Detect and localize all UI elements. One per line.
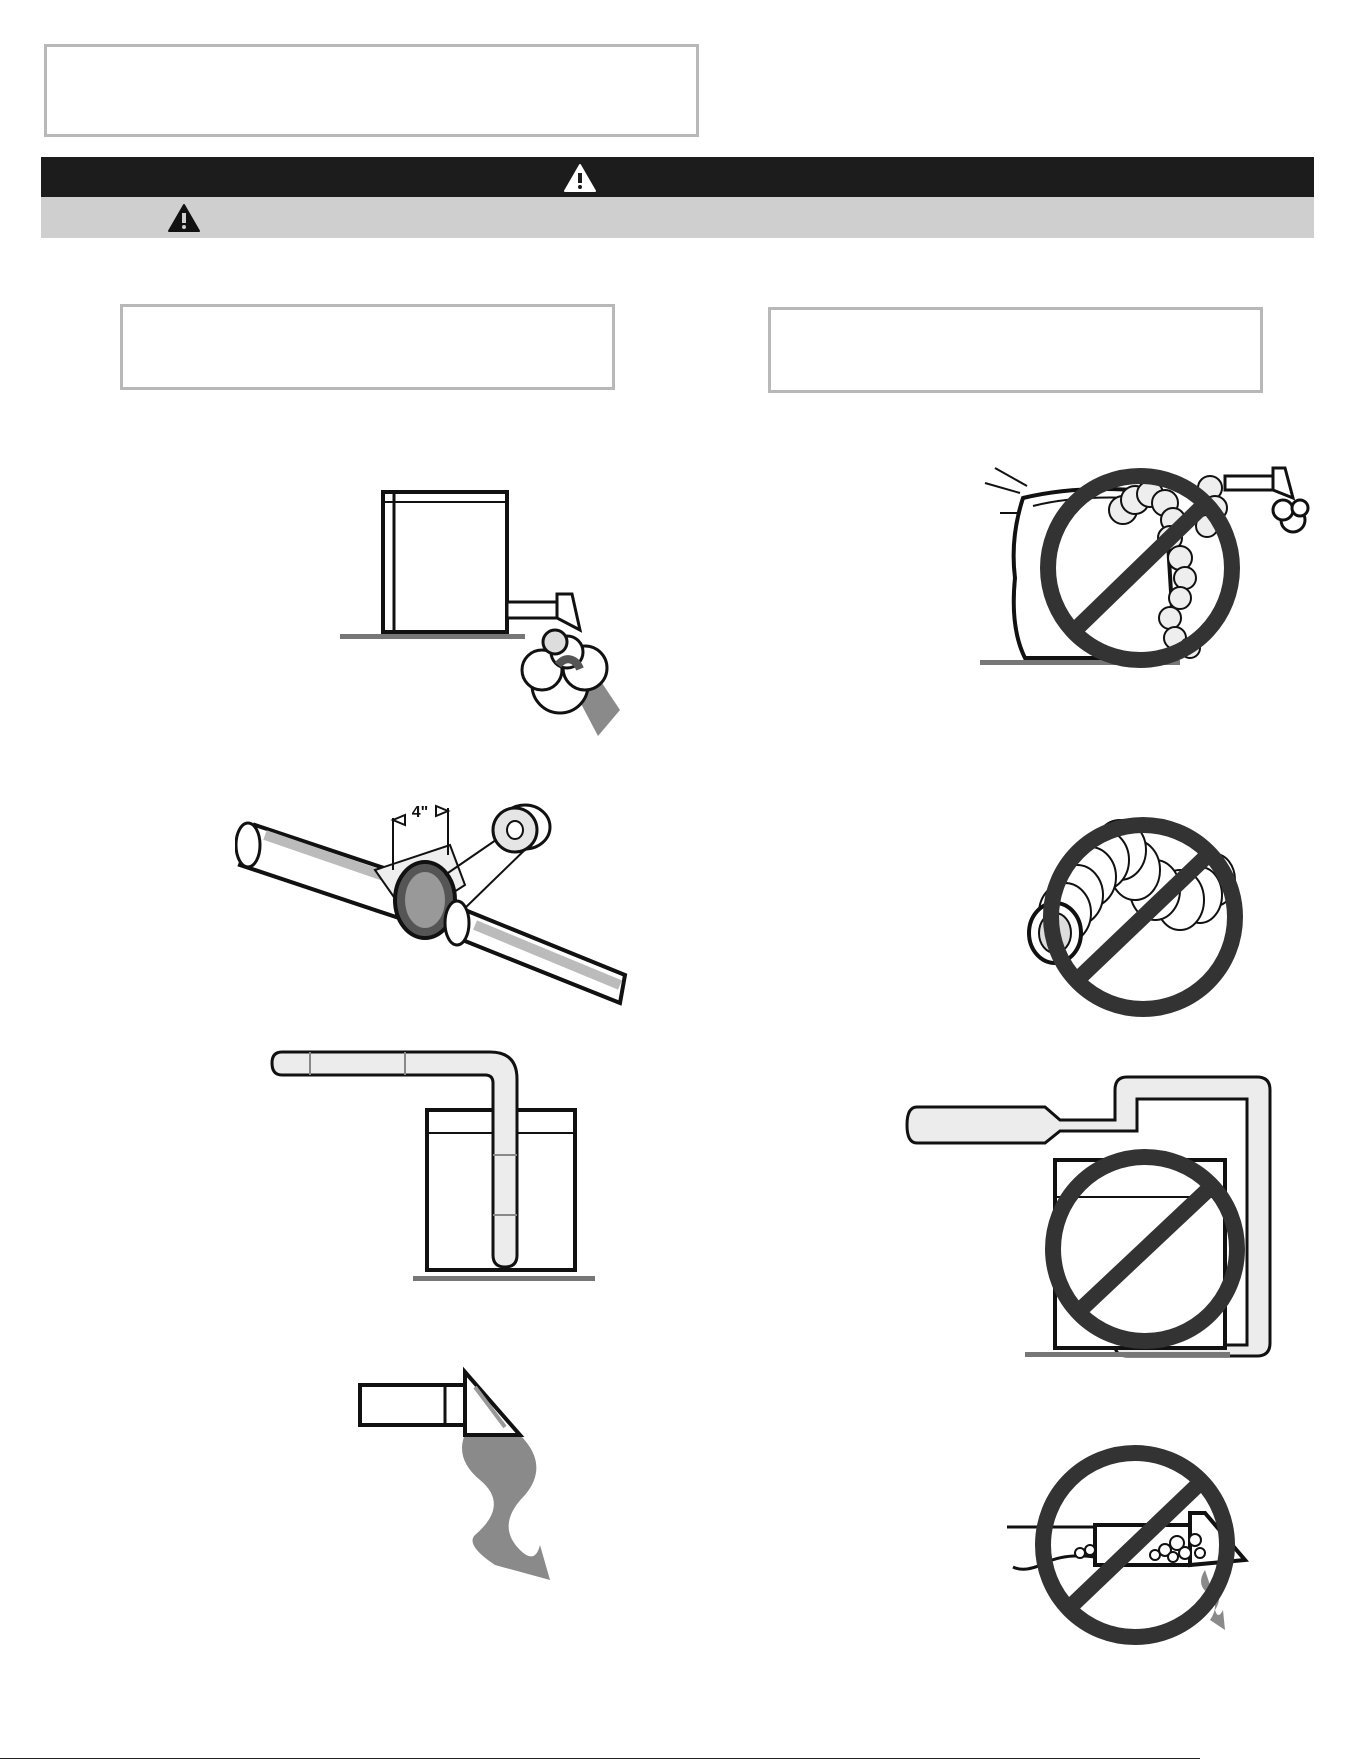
long-loop-duct-prohibited-icon bbox=[905, 1065, 1280, 1365]
duct-tape-joint-icon bbox=[235, 785, 635, 1015]
vent-exhaust-hood-icon bbox=[330, 480, 670, 740]
lint-clogged-hood-prohibited-icon bbox=[1005, 1435, 1275, 1660]
angled-exhaust-hood-icon bbox=[355, 1365, 615, 1585]
periscope-duct-icon bbox=[270, 1045, 600, 1295]
title-box bbox=[44, 44, 699, 137]
not-recommended-heading-box bbox=[768, 307, 1263, 393]
warning-banner-dark bbox=[41, 157, 1314, 197]
coiled-foil-duct-prohibited-icon bbox=[1025, 805, 1265, 1025]
warning-triangle-icon bbox=[167, 203, 201, 233]
crushed-foil-duct-prohibited-icon bbox=[975, 458, 1325, 678]
footer-rule bbox=[0, 1758, 1200, 1759]
recommended-heading-box bbox=[120, 304, 615, 390]
duct-gap-label: 4" bbox=[411, 804, 429, 821]
warning-triangle-icon bbox=[563, 163, 597, 193]
warning-banner-light bbox=[41, 197, 1314, 238]
